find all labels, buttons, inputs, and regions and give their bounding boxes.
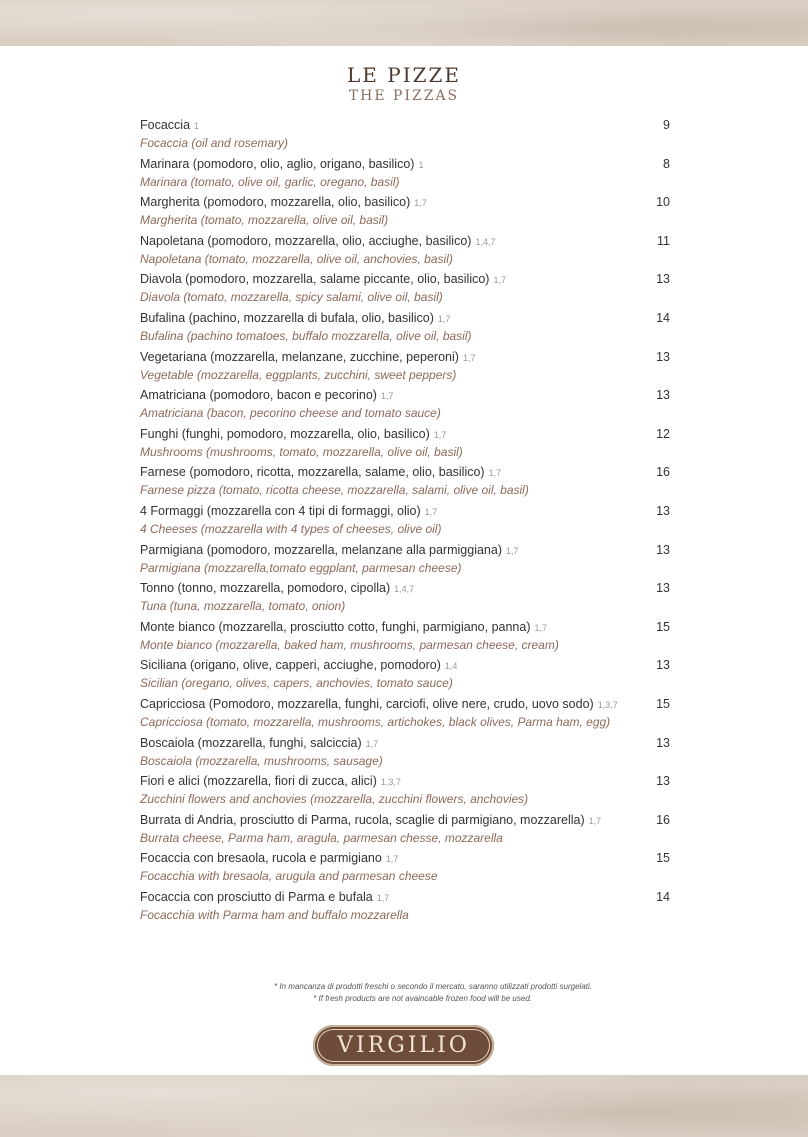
menu-item-english-description: Boscaiola (mozzarella, mushrooms, sausage) (140, 753, 383, 768)
menu-item-name-line (140, 889, 389, 907)
menu-item-price: 14 (656, 889, 670, 904)
logo-text: VIRGILIO (337, 1033, 470, 1058)
menu-item-name-line (140, 542, 519, 560)
menu-item-english-description: Parmigiana (mozzarella,tomato eggplant, parmesan cheese) (140, 560, 462, 575)
menu-item-price: 15 (656, 851, 670, 866)
menu-item-name: Marinara (pomodoro, olio, aglio, origano, basilico) (140, 156, 415, 171)
menu-item-name-line (140, 464, 501, 482)
menu-item-price: 13 (656, 774, 670, 789)
menu-item-english-description: Amatriciana (bacon, pecorino cheese and tomato sauce) (140, 406, 441, 421)
paper-texture-top (0, 0, 808, 46)
menu-header (0, 63, 808, 105)
page-title: LE PIZZE (347, 63, 461, 87)
menu-item-name-line (140, 773, 401, 791)
menu-item-row (140, 310, 670, 328)
menu-item-row (140, 542, 670, 560)
menu-item-name: Burrata di Andria, prosciutto di Parma, rucola, scaglie di parmigiano, mozzarella) (140, 812, 585, 827)
menu-item-row (140, 194, 670, 212)
menu-item (140, 696, 670, 735)
virgilio-logo (313, 1025, 494, 1066)
menu-item-allergens: 1,3,7 (597, 699, 618, 710)
menu-item-english-description: Zucchini flowers and anchovies (mozzarella, zucchini flowers, anchovies) (140, 792, 529, 807)
menu-item-name: Focaccia con bresaola, rucola e parmigiano (140, 851, 382, 866)
menu-item-row (140, 657, 670, 675)
menu-item-english-description: Burrata cheese, Parma ham, aragula, parmesan chesse, mozzarella (140, 830, 503, 845)
menu-item-row (140, 619, 670, 637)
menu-item (140, 387, 670, 426)
menu-item-english-description: Farnese pizza (tomato, ricotta cheese, mozzarella, salami, olive oil, basil) (140, 483, 529, 498)
menu-item-name: Boscaiola (mozzarella, funghi, salciccia) (140, 735, 362, 750)
menu-item-allergens: 1 (194, 121, 200, 131)
menu-item (140, 349, 670, 388)
menu-item-english-description: Focaccia (oil and rosemary) (140, 136, 289, 150)
menu-item (140, 464, 670, 503)
menu-item-english-description: Margherita (tomato, mozzarella, olive oil, basil) (140, 213, 389, 228)
menu-item-name: Parmigiana (pomodoro, mozzarella, melanzane alla parmiggiana) (140, 542, 502, 557)
menu-item-name-line (140, 349, 475, 367)
menu-item (140, 194, 670, 233)
menu-item-name: 4 Formaggi (mozzarella con 4 tipi di formaggi, olio) (140, 503, 421, 518)
menu-item-price: 13 (656, 658, 670, 673)
footer-note-english: * If fresh products are not avaincable frozen food will be used. (313, 994, 532, 1003)
menu-item-price: 13 (656, 349, 670, 364)
menu-item-allergens: 1,7 (437, 313, 451, 324)
menu-item-allergens: 1,7 (462, 352, 476, 363)
footer-notes (140, 981, 670, 1005)
menu-item-allergens: 1,7 (380, 391, 394, 402)
menu-item-row (140, 426, 670, 444)
menu-item-price: 13 (656, 735, 670, 750)
menu-item-row (140, 889, 670, 907)
menu-item-name-line (140, 619, 547, 637)
menu-item-english-description: Vegetable (mozzarella, eggplants, zucchini, sweet peppers) (140, 367, 457, 382)
pizza-menu-list (140, 117, 670, 927)
footer-note-italian: * In mancanza di prodotti freschi o secondo il mercato, saranno utilizzati prodotti surgelati. (274, 982, 592, 991)
menu-item-allergens: 1,7 (493, 275, 506, 286)
menu-item-name-line (140, 850, 398, 868)
menu-item-allergens: 1,7 (414, 198, 427, 209)
menu-item-name: Margherita (pomodoro, mozzarella, olio, basilico) (140, 195, 411, 210)
page-subtitle: THE PIZZAS (348, 88, 460, 104)
menu-item-price: 8 (663, 156, 670, 171)
menu-item-english-description: 4 Cheeses (mozzarella with 4 types of cheeses, olive oil) (140, 521, 442, 536)
menu-item-name-line (140, 657, 457, 675)
menu-item-name: Bufalina (pachino, mozzarella di bufala, olio, basilico) (140, 310, 434, 325)
menu-item-price: 14 (656, 310, 670, 325)
menu-item-row (140, 233, 670, 251)
menu-item-allergens: 1,7 (376, 892, 390, 903)
menu-item-row (140, 464, 670, 482)
menu-item-name: Napoletana (pomodoro, mozzarella, olio, acciughe, basilico) (140, 233, 472, 248)
menu-item-english-description: Marinara (tomato, olive oil, garlic, oregano, basil) (140, 174, 400, 189)
menu-item-price: 13 (656, 503, 670, 518)
menu-item-name-line (140, 387, 393, 405)
menu-item-allergens: 1,4 (444, 661, 458, 672)
menu-item-allergens: 1,7 (506, 545, 519, 556)
menu-item (140, 426, 670, 465)
menu-item-name: Funghi (funghi, pomodoro, mozzarella, olio, basilico) (140, 426, 430, 441)
menu-item-english-description: Napoletana (tomato, mozzarella, olive oil, anchovies, basil) (140, 251, 453, 266)
menu-item-name-line (140, 503, 437, 521)
menu-item-name: Fiori e alici (mozzarella, fiori di zucca, alici) (140, 774, 377, 789)
menu-item (140, 773, 670, 812)
menu-item (140, 812, 670, 851)
menu-item (140, 619, 670, 658)
menu-item-name: Focaccia con prosciutto di Parma e bufala (140, 889, 373, 904)
menu-item-allergens: 1,7 (433, 429, 447, 440)
menu-item-name-line (140, 156, 423, 174)
menu-item (140, 271, 670, 310)
menu-item-price: 13 (656, 581, 670, 596)
menu-item-name: Capricciosa (Pomodoro, mozzarella, funghi, carciofi, olive nere, crudo, uovo sodo) (140, 696, 594, 711)
paper-texture-bottom (0, 1075, 808, 1137)
menu-item-name-line (140, 735, 378, 753)
menu-item-row (140, 271, 670, 289)
menu-item-price: 15 (656, 696, 670, 711)
menu-item-name: Tonno (tonno, mozzarella, pomodoro, cipolla) (140, 581, 391, 596)
menu-item-name: Monte bianco (mozzarella, prosciutto cotto, funghi, parmigiano, panna) (140, 619, 531, 634)
menu-item (140, 117, 670, 156)
menu-item-price: 11 (657, 233, 670, 248)
menu-item-allergens: 1,3,7 (380, 777, 401, 788)
menu-item-allergens: 1,7 (424, 506, 438, 517)
menu-item-price: 16 (656, 812, 670, 827)
menu-item-name-line (140, 117, 199, 135)
menu-item-price: 16 (656, 465, 670, 480)
menu-item-price: 10 (656, 195, 670, 210)
menu-item (140, 503, 670, 542)
menu-item-name-line (140, 580, 414, 598)
menu-item-price: 13 (656, 388, 670, 403)
menu-item-allergens: 1,7 (385, 854, 399, 865)
menu-item-name: Vegetariana (mozzarella, melanzane, zucchine, peperoni) (140, 349, 459, 364)
menu-item-name: Focaccia (140, 118, 191, 132)
menu-item-name-line (140, 194, 427, 212)
menu-item-english-description: Capricciosa (tomato, mozzarella, mushrooms, artichokes, black olives, Parma ham, egg) (140, 714, 611, 729)
menu-item-price: 13 (656, 272, 670, 287)
menu-item-price: 15 (656, 619, 670, 634)
menu-item-english-description: Mushrooms (mushrooms, tomato, mozzarella, olive oil, basil) (140, 444, 463, 459)
menu-item-english-description: Focacchia with bresaola, arugula and parmesan cheese (140, 869, 438, 884)
menu-item-name-line (140, 310, 450, 328)
menu-item-row (140, 580, 670, 598)
menu-item-name-line (140, 271, 506, 289)
menu-item-english-description: Monte bianco (mozzarella, baked ham, mushrooms, parmesan cheese, cream) (140, 637, 559, 652)
menu-item-row (140, 696, 670, 714)
menu-item (140, 580, 670, 619)
menu-item-allergens: 1 (418, 159, 424, 170)
menu-item-price: 12 (656, 426, 670, 441)
menu-item-row (140, 773, 670, 791)
menu-item (140, 657, 670, 696)
menu-item-english-description: Diavola (tomato, mozzarella, spicy salami, olive oil, basil) (140, 290, 443, 305)
menu-item-row (140, 735, 670, 753)
menu-item-row (140, 812, 670, 830)
menu-item-name-line (140, 426, 446, 444)
menu-item (140, 735, 670, 774)
menu-item-name-line (140, 233, 495, 251)
menu-item-allergens: 1,4,7 (475, 236, 496, 247)
menu-item (140, 310, 670, 349)
menu-item-name: Siciliana (origano, olive, capperi, acciughe, pomodoro) (140, 658, 441, 673)
menu-item-row (140, 156, 670, 174)
menu-item-row (140, 387, 670, 405)
menu-item-allergens: 1,7 (588, 815, 602, 826)
menu-item-allergens: 1,7 (534, 622, 548, 633)
menu-item-allergens: 1,4,7 (394, 584, 415, 595)
menu-item-english-description: Bufalina (pachino tomatoes, buffalo mozzarella, olive oil, basil) (140, 328, 472, 343)
menu-item-english-description: Focacchia with Parma ham and buffalo mozzarella (140, 907, 409, 922)
menu-item-name-line (140, 812, 601, 830)
menu-item-price: 13 (656, 542, 670, 557)
menu-item-row (140, 850, 670, 868)
menu-item-name-line (140, 696, 618, 714)
menu-item-row (140, 503, 670, 521)
menu-item-allergens: 1,7 (488, 468, 502, 479)
menu-item-price: 9 (663, 118, 670, 132)
menu-item-name: Farnese (pomodoro, ricotta, mozzarella, salame, olio, basilico) (140, 465, 485, 480)
menu-item-row (140, 117, 670, 135)
menu-item (140, 850, 670, 889)
menu-item (140, 156, 670, 195)
menu-item-name: Amatriciana (pomodoro, bacon e pecorino) (140, 388, 377, 403)
menu-item (140, 889, 670, 928)
menu-item-allergens: 1,7 (365, 738, 379, 749)
menu-item-name: Diavola (pomodoro, mozzarella, salame piccante, olio, basilico) (140, 272, 490, 287)
menu-item-row (140, 349, 670, 367)
menu-item-english-description: Tuna (tuna, mozzarella, tomato, onion) (140, 599, 346, 614)
menu-item (140, 233, 670, 272)
menu-item-english-description: Sicilian (oregano, olives, capers, anchovies, tomato sauce) (140, 676, 453, 691)
menu-item (140, 542, 670, 581)
